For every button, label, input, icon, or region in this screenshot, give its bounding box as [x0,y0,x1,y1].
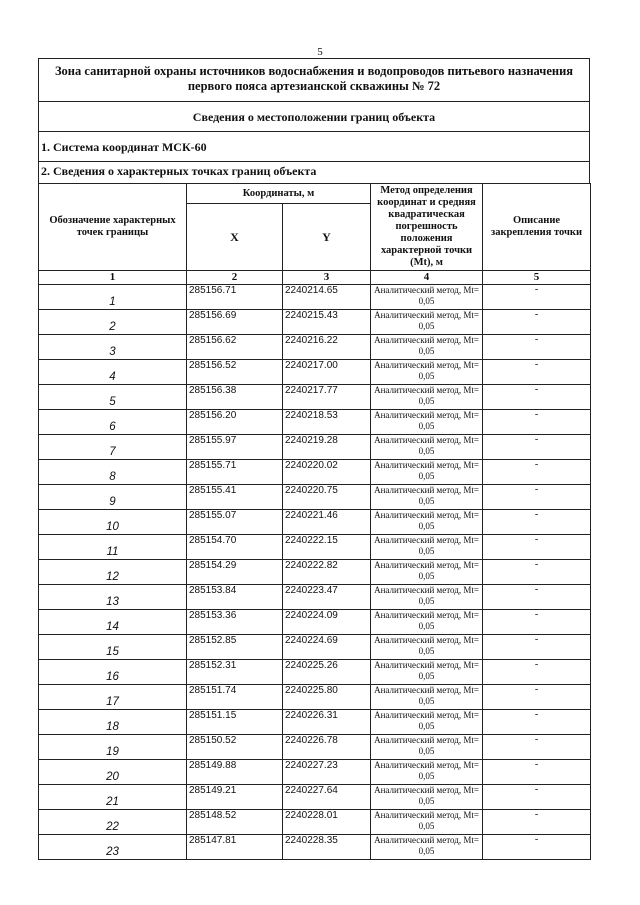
coord-y: 2240216.22 [283,335,371,360]
coord-x: 285156.71 [187,285,283,310]
point-id: 22 [39,810,187,835]
method-text: Аналитический метод, Mt= 0,05 [371,560,483,585]
point-id: 20 [39,760,187,785]
point-id: 15 [39,635,187,660]
column-number: 5 [483,271,591,285]
column-number: 2 [187,271,283,285]
coord-y: 2240217.00 [283,360,371,385]
fixing-description: - [483,760,591,785]
point-id: 19 [39,735,187,760]
coord-y: 2240226.31 [283,710,371,735]
column-number: 1 [39,271,187,285]
point-id: 14 [39,610,187,635]
fixing-description: - [483,785,591,810]
point-id: 10 [39,510,187,535]
table-row [39,660,591,685]
fixing-description: - [483,485,591,510]
coord-x: 285156.52 [187,360,283,385]
method-text: Аналитический метод, Mt= 0,05 [371,535,483,560]
coord-y: 2240214.65 [283,285,371,310]
table-row [39,460,591,485]
coord-y: 2240227.64 [283,785,371,810]
point-id: 16 [39,660,187,685]
coord-x: 285152.31 [187,660,283,685]
point-id: 6 [39,410,187,435]
coord-y: 2240220.75 [283,485,371,510]
coord-y: 2240215.43 [283,310,371,335]
method-text: Аналитический метод, Mt= 0,05 [371,710,483,735]
fixing-description: - [483,385,591,410]
coord-x: 285151.74 [187,685,283,710]
table-row [39,835,591,860]
method-text: Аналитический метод, Mt= 0,05 [371,785,483,810]
points-table-body [39,285,591,860]
table-row [39,435,591,460]
coord-x: 285149.21 [187,785,283,810]
fixing-description: - [483,510,591,535]
coord-y: 2240223.47 [283,585,371,610]
coord-y: 2240217.77 [283,385,371,410]
table-row [39,335,591,360]
page-number: 5 [317,46,323,58]
header-point: Обозначение характерных точек границы [39,184,187,271]
coord-x: 285155.41 [187,485,283,510]
coord-x: 285154.70 [187,535,283,560]
fixing-description: - [483,460,591,485]
fixing-description: - [483,685,591,710]
table-row [39,510,591,535]
coord-y: 2240227.23 [283,760,371,785]
document-title: Зона санитарной охраны источников водоснабжения и водопроводов питьевого назначения первого пояса артезианской скважины № 72 [38,58,590,101]
method-text: Аналитический метод, Mt= 0,05 [371,360,483,385]
coord-y: 2240218.53 [283,410,371,435]
point-id: 5 [39,385,187,410]
coord-x: 285156.20 [187,410,283,435]
coord-x: 285155.97 [187,435,283,460]
method-text: Аналитический метод, Mt= 0,05 [371,310,483,335]
method-text: Аналитический метод, Mt= 0,05 [371,735,483,760]
header-method: Метод определения координат и средняя квадратическая погрешность положения характерной точки (Mt), м [371,184,483,271]
point-id: 17 [39,685,187,710]
coord-y: 2240225.26 [283,660,371,685]
coord-y: 2240225.80 [283,685,371,710]
method-text: Аналитический метод, Mt= 0,05 [371,635,483,660]
coord-x: 285153.36 [187,610,283,635]
coord-y: 2240228.01 [283,810,371,835]
coord-y: 2240224.09 [283,610,371,635]
coord-y: 2240222.82 [283,560,371,585]
table-row [39,385,591,410]
point-id: 7 [39,435,187,460]
header-coords: Координаты, м [187,184,371,204]
table-row [39,485,591,510]
coord-x: 285147.81 [187,835,283,860]
coordinate-system: 1. Система координат МСК-60 [38,131,590,161]
coord-x: 285148.52 [187,810,283,835]
coord-x: 285153.84 [187,585,283,610]
method-text: Аналитический метод, Mt= 0,05 [371,610,483,635]
coord-x: 285151.15 [187,710,283,735]
method-text: Аналитический метод, Mt= 0,05 [371,510,483,535]
document [38,58,590,860]
point-id: 21 [39,785,187,810]
table-row [39,535,591,560]
fixing-description: - [483,335,591,360]
fixing-description: - [483,410,591,435]
fixing-description: - [483,535,591,560]
point-id: 9 [39,485,187,510]
fixing-description: - [483,560,591,585]
point-id: 23 [39,835,187,860]
section-heading: Сведения о местоположении границ объекта [38,101,590,131]
method-text: Аналитический метод, Mt= 0,05 [371,660,483,685]
fixing-description: - [483,435,591,460]
coord-x: 285154.29 [187,560,283,585]
points-table [38,183,591,860]
method-text: Аналитический метод, Mt= 0,05 [371,410,483,435]
coord-y: 2240226.78 [283,735,371,760]
point-id: 11 [39,535,187,560]
coord-y: 2240221.46 [283,510,371,535]
fixing-description: - [483,360,591,385]
fixing-description: - [483,710,591,735]
point-id: 18 [39,710,187,735]
fixing-description: - [483,660,591,685]
column-numbers-row [39,271,591,285]
method-text: Аналитический метод, Mt= 0,05 [371,335,483,360]
header-y: Y [283,204,371,271]
table-row [39,285,591,310]
coord-y: 2240220.02 [283,460,371,485]
fixing-description: - [483,285,591,310]
coord-x: 285156.69 [187,310,283,335]
coord-x: 285150.52 [187,735,283,760]
fixing-description: - [483,310,591,335]
fixing-description: - [483,585,591,610]
table-row [39,685,591,710]
point-id: 2 [39,310,187,335]
method-text: Аналитический метод, Mt= 0,05 [371,460,483,485]
method-text: Аналитический метод, Mt= 0,05 [371,685,483,710]
coord-x: 285155.07 [187,510,283,535]
method-text: Аналитический метод, Mt= 0,05 [371,485,483,510]
point-id: 1 [39,285,187,310]
table-row [39,560,591,585]
coord-y: 2240224.69 [283,635,371,660]
method-text: Аналитический метод, Mt= 0,05 [371,835,483,860]
method-text: Аналитический метод, Mt= 0,05 [371,585,483,610]
column-number: 3 [283,271,371,285]
column-number: 4 [371,271,483,285]
table-row [39,360,591,385]
table-row [39,635,591,660]
table-row [39,310,591,335]
fixing-description: - [483,835,591,860]
table-row [39,410,591,435]
table-row [39,585,591,610]
table-row [39,810,591,835]
point-id: 3 [39,335,187,360]
point-id: 12 [39,560,187,585]
table-row [39,760,591,785]
coord-y: 2240228.35 [283,835,371,860]
table-row [39,785,591,810]
point-id: 13 [39,585,187,610]
point-id: 4 [39,360,187,385]
method-text: Аналитический метод, Mt= 0,05 [371,760,483,785]
coord-x: 285156.38 [187,385,283,410]
method-text: Аналитический метод, Mt= 0,05 [371,435,483,460]
method-text: Аналитический метод, Mt= 0,05 [371,385,483,410]
method-text: Аналитический метод, Mt= 0,05 [371,810,483,835]
point-id: 8 [39,460,187,485]
fixing-description: - [483,735,591,760]
table-row [39,710,591,735]
coord-x: 285155.71 [187,460,283,485]
fixing-description: - [483,635,591,660]
points-heading: 2. Сведения о характерных точках границ объекта [38,161,590,183]
coord-y: 2240219.28 [283,435,371,460]
coord-x: 285156.62 [187,335,283,360]
coord-y: 2240222.15 [283,535,371,560]
method-text: Аналитический метод, Mt= 0,05 [371,285,483,310]
header-desc: Описание закрепления точки [483,184,591,271]
coord-x: 285149.88 [187,760,283,785]
table-row [39,735,591,760]
header-x: X [187,204,283,271]
fixing-description: - [483,610,591,635]
fixing-description: - [483,810,591,835]
coord-x: 285152.85 [187,635,283,660]
table-row [39,610,591,635]
